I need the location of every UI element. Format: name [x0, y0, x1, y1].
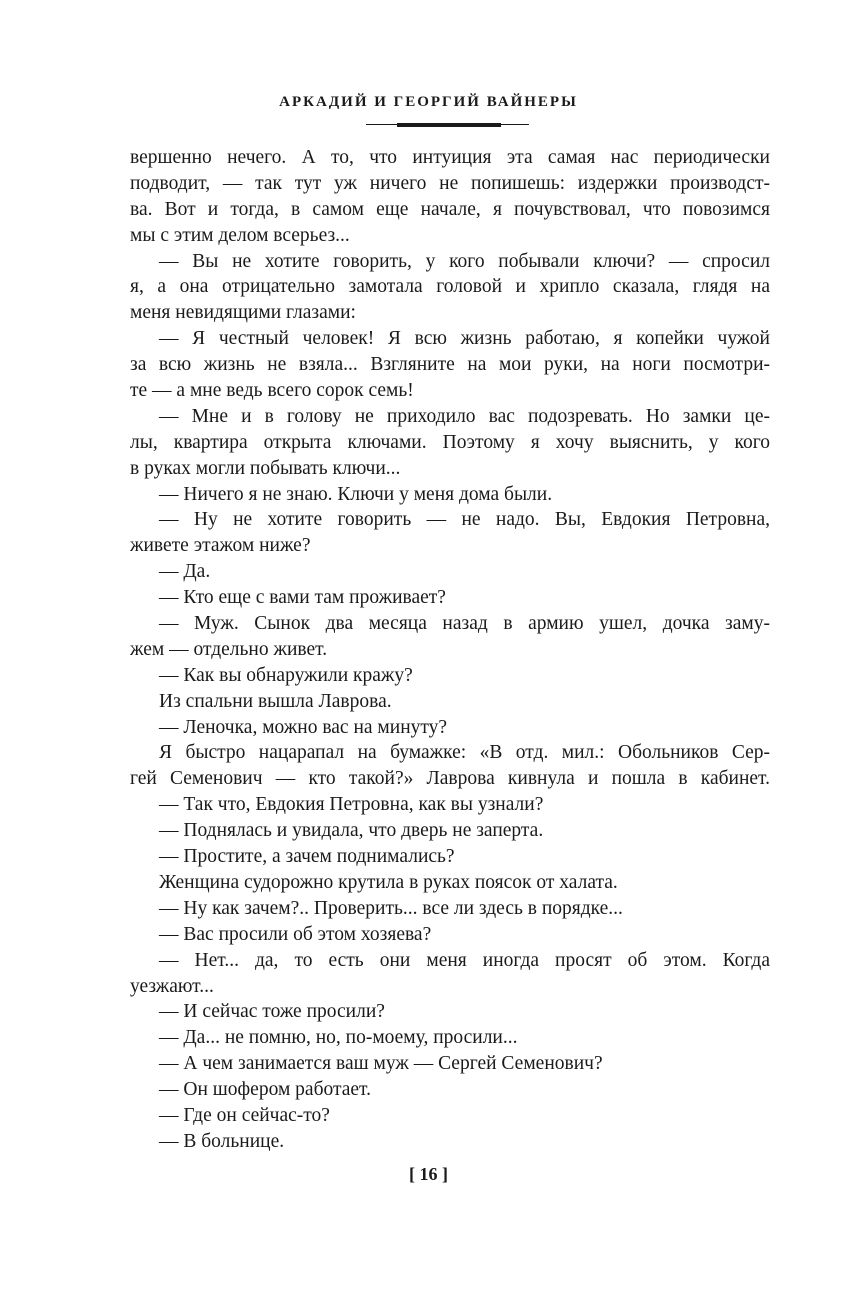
text-line: в руках могли побывать ключи...: [130, 457, 401, 479]
text-line: — Леночка, можно вас на минуту?: [159, 716, 448, 738]
text-line: жем — отдельно живет.: [130, 638, 328, 660]
text-line: мы с этим делом всерьез...: [130, 224, 350, 246]
text-line: Я быстро нацарапал на бумажке: «В отд. мил.: Обольников Сер-: [159, 742, 770, 764]
text-line: ва. Вот и тогда, в самом еще начале, я почувствовал, что повозимся: [130, 198, 770, 220]
text-line: — Ничего я не знаю. Ключи у меня дома были.: [159, 483, 553, 505]
text-line: — А чем занимается ваш муж — Сергей Семенович?: [159, 1053, 603, 1075]
text-line: Женщина судорожно крутила в руках поясок от халата.: [159, 871, 618, 893]
text-line: — Мне и в голову не приходило вас подозревать. Но замки це-: [159, 405, 770, 427]
text-line: — Он шофером работает.: [159, 1079, 371, 1101]
body-text: [130, 145, 770, 1155]
text-line: — Простите, а зачем поднимались?: [159, 846, 455, 868]
text-line: лы, квартира открыта ключами. Поэтому я хочу выяснить, у кого: [130, 431, 770, 453]
page-number: [ 16 ]: [409, 1164, 448, 1184]
text-line: — И сейчас тоже просили?: [159, 1001, 385, 1023]
text-line: — Муж. Сынок два месяца назад в армию ушел, дочка заму-: [159, 613, 770, 635]
text-line: — Как вы обнаружили кражу?: [159, 664, 413, 686]
text-line: Из спальни вышла Лаврова.: [159, 690, 392, 712]
text-line: — Нет... да, то есть они меня иногда просят об этом. Когда: [159, 949, 770, 971]
text-line: — Кто еще с вами там проживает?: [159, 587, 446, 609]
text-line: уезжают...: [130, 975, 214, 997]
running-head: АРКАДИЙ И ГЕОРГИЙ ВАЙНЕРЫ: [279, 94, 578, 110]
text-line: — Я честный человек! Я всю жизнь работаю, я копейки чужой: [159, 328, 770, 350]
text-line: — В больнице.: [159, 1130, 285, 1152]
text-line: живете этажом ниже?: [130, 535, 311, 557]
text-line: гей Семенович — кто такой?» Лаврова кивнула и пошла в кабинет.: [130, 768, 770, 790]
text-line: — Ну как зачем?.. Проверить... все ли здесь в порядке...: [159, 897, 623, 919]
header-rule-accent: [397, 123, 501, 127]
text-line: — Так что, Евдокия Петровна, как вы узнали?: [159, 794, 544, 816]
text-line: — Да.: [159, 561, 211, 583]
text-line: подводит, — так тут уж ничего не попишешь: издержки производст-: [130, 172, 770, 194]
text-line: — Да... не помню, но, по-моему, просили...: [159, 1027, 518, 1049]
text-line: за всю жизнь не взяла... Взгляните на мои руки, на ноги посмотри-: [130, 354, 770, 376]
text-line: меня невидящими глазами:: [130, 302, 356, 324]
text-line: — Где он сейчас-то?: [159, 1104, 330, 1126]
text-line: — Вы не хотите говорить, у кого побывали ключи? — спросил: [159, 250, 770, 272]
text-line: — Поднялась и увидала, что дверь не заперта.: [159, 820, 544, 842]
text-line: — Вас просили об этом хозяева?: [159, 923, 432, 945]
text-line: я, а она отрицательно замотала головой и хрипло сказала, глядя на: [130, 276, 770, 298]
text-line: вершенно нечего. А то, что интуиция эта самая нас периодически: [130, 147, 770, 168]
text-line: — Ну не хотите говорить — не надо. Вы, Евдокия Петровна,: [159, 509, 770, 531]
text-line: те — а мне ведь всего сорок семь!: [130, 380, 414, 402]
